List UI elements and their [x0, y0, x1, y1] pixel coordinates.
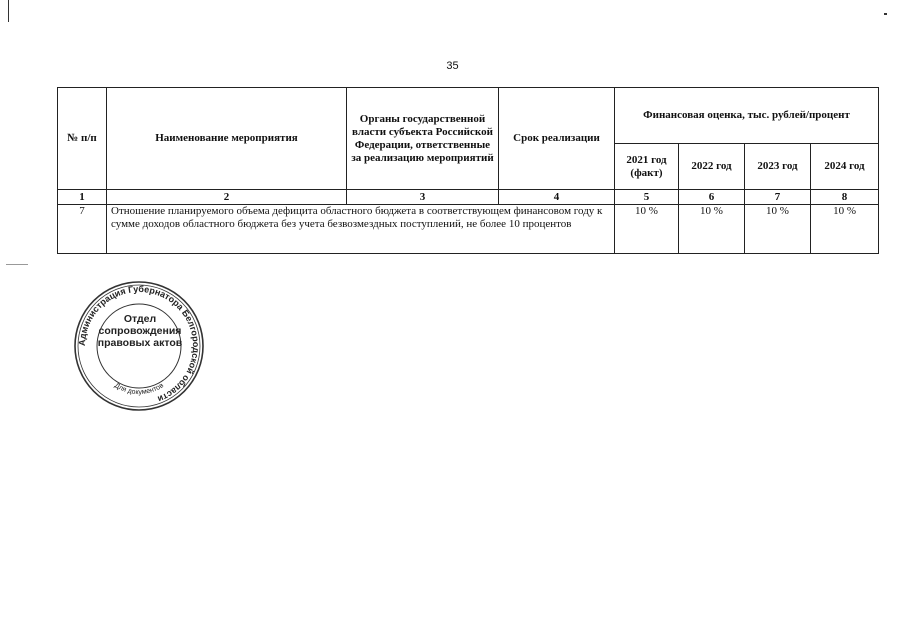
row-value-2022: 10 % — [679, 205, 745, 254]
row-num: 7 — [58, 205, 107, 254]
activities-table — [57, 87, 879, 254]
column-number: 3 — [347, 190, 499, 205]
column-number: 1 — [58, 190, 107, 205]
row-value-2021: 10 % — [615, 205, 679, 254]
column-number: 4 — [499, 190, 615, 205]
row-value-2024: 10 % — [811, 205, 879, 254]
row-value-2023: 10 % — [745, 205, 811, 254]
header-year-2022: 2022 год — [679, 144, 745, 190]
header-organs: Органы государственной власти субъекта Российской Федерации, ответственные за реализацию мероприятий — [347, 88, 499, 190]
column-number-row — [58, 190, 879, 205]
stamp-ring-text: Администрация Губернатора Белгородской области — [76, 283, 202, 405]
margin-mark — [884, 13, 887, 15]
row-name: Отношение планируемого объема дефицита областного бюджета в соответствующем финансовом году к сумме доходов областного бюджета без учета безвозмездных поступлений, не более 10 процентов — [107, 205, 615, 254]
header-year-2021: 2021 год (факт) — [615, 144, 679, 190]
stamp-bottom-text: Для документов — [113, 382, 165, 397]
column-number: 5 — [615, 190, 679, 205]
margin-mark — [8, 0, 9, 22]
column-number: 6 — [679, 190, 745, 205]
header-finance: Финансовая оценка, тыс. рублей/процент — [615, 88, 879, 144]
header-term: Срок реализации — [499, 88, 615, 190]
column-number: 8 — [811, 190, 879, 205]
table-row — [58, 205, 879, 254]
page-number: 35 — [446, 60, 459, 72]
header-year-2024: 2024 год — [811, 144, 879, 190]
column-number: 7 — [745, 190, 811, 205]
header-name: Наименование мероприятия — [107, 88, 347, 190]
header-year-2023: 2023 год — [745, 144, 811, 190]
header-num: № п/п — [58, 88, 107, 190]
column-number: 2 — [107, 190, 347, 205]
margin-dash — [6, 264, 28, 265]
stamp-center-text: Отдел сопровождения правовых актов — [97, 313, 183, 349]
